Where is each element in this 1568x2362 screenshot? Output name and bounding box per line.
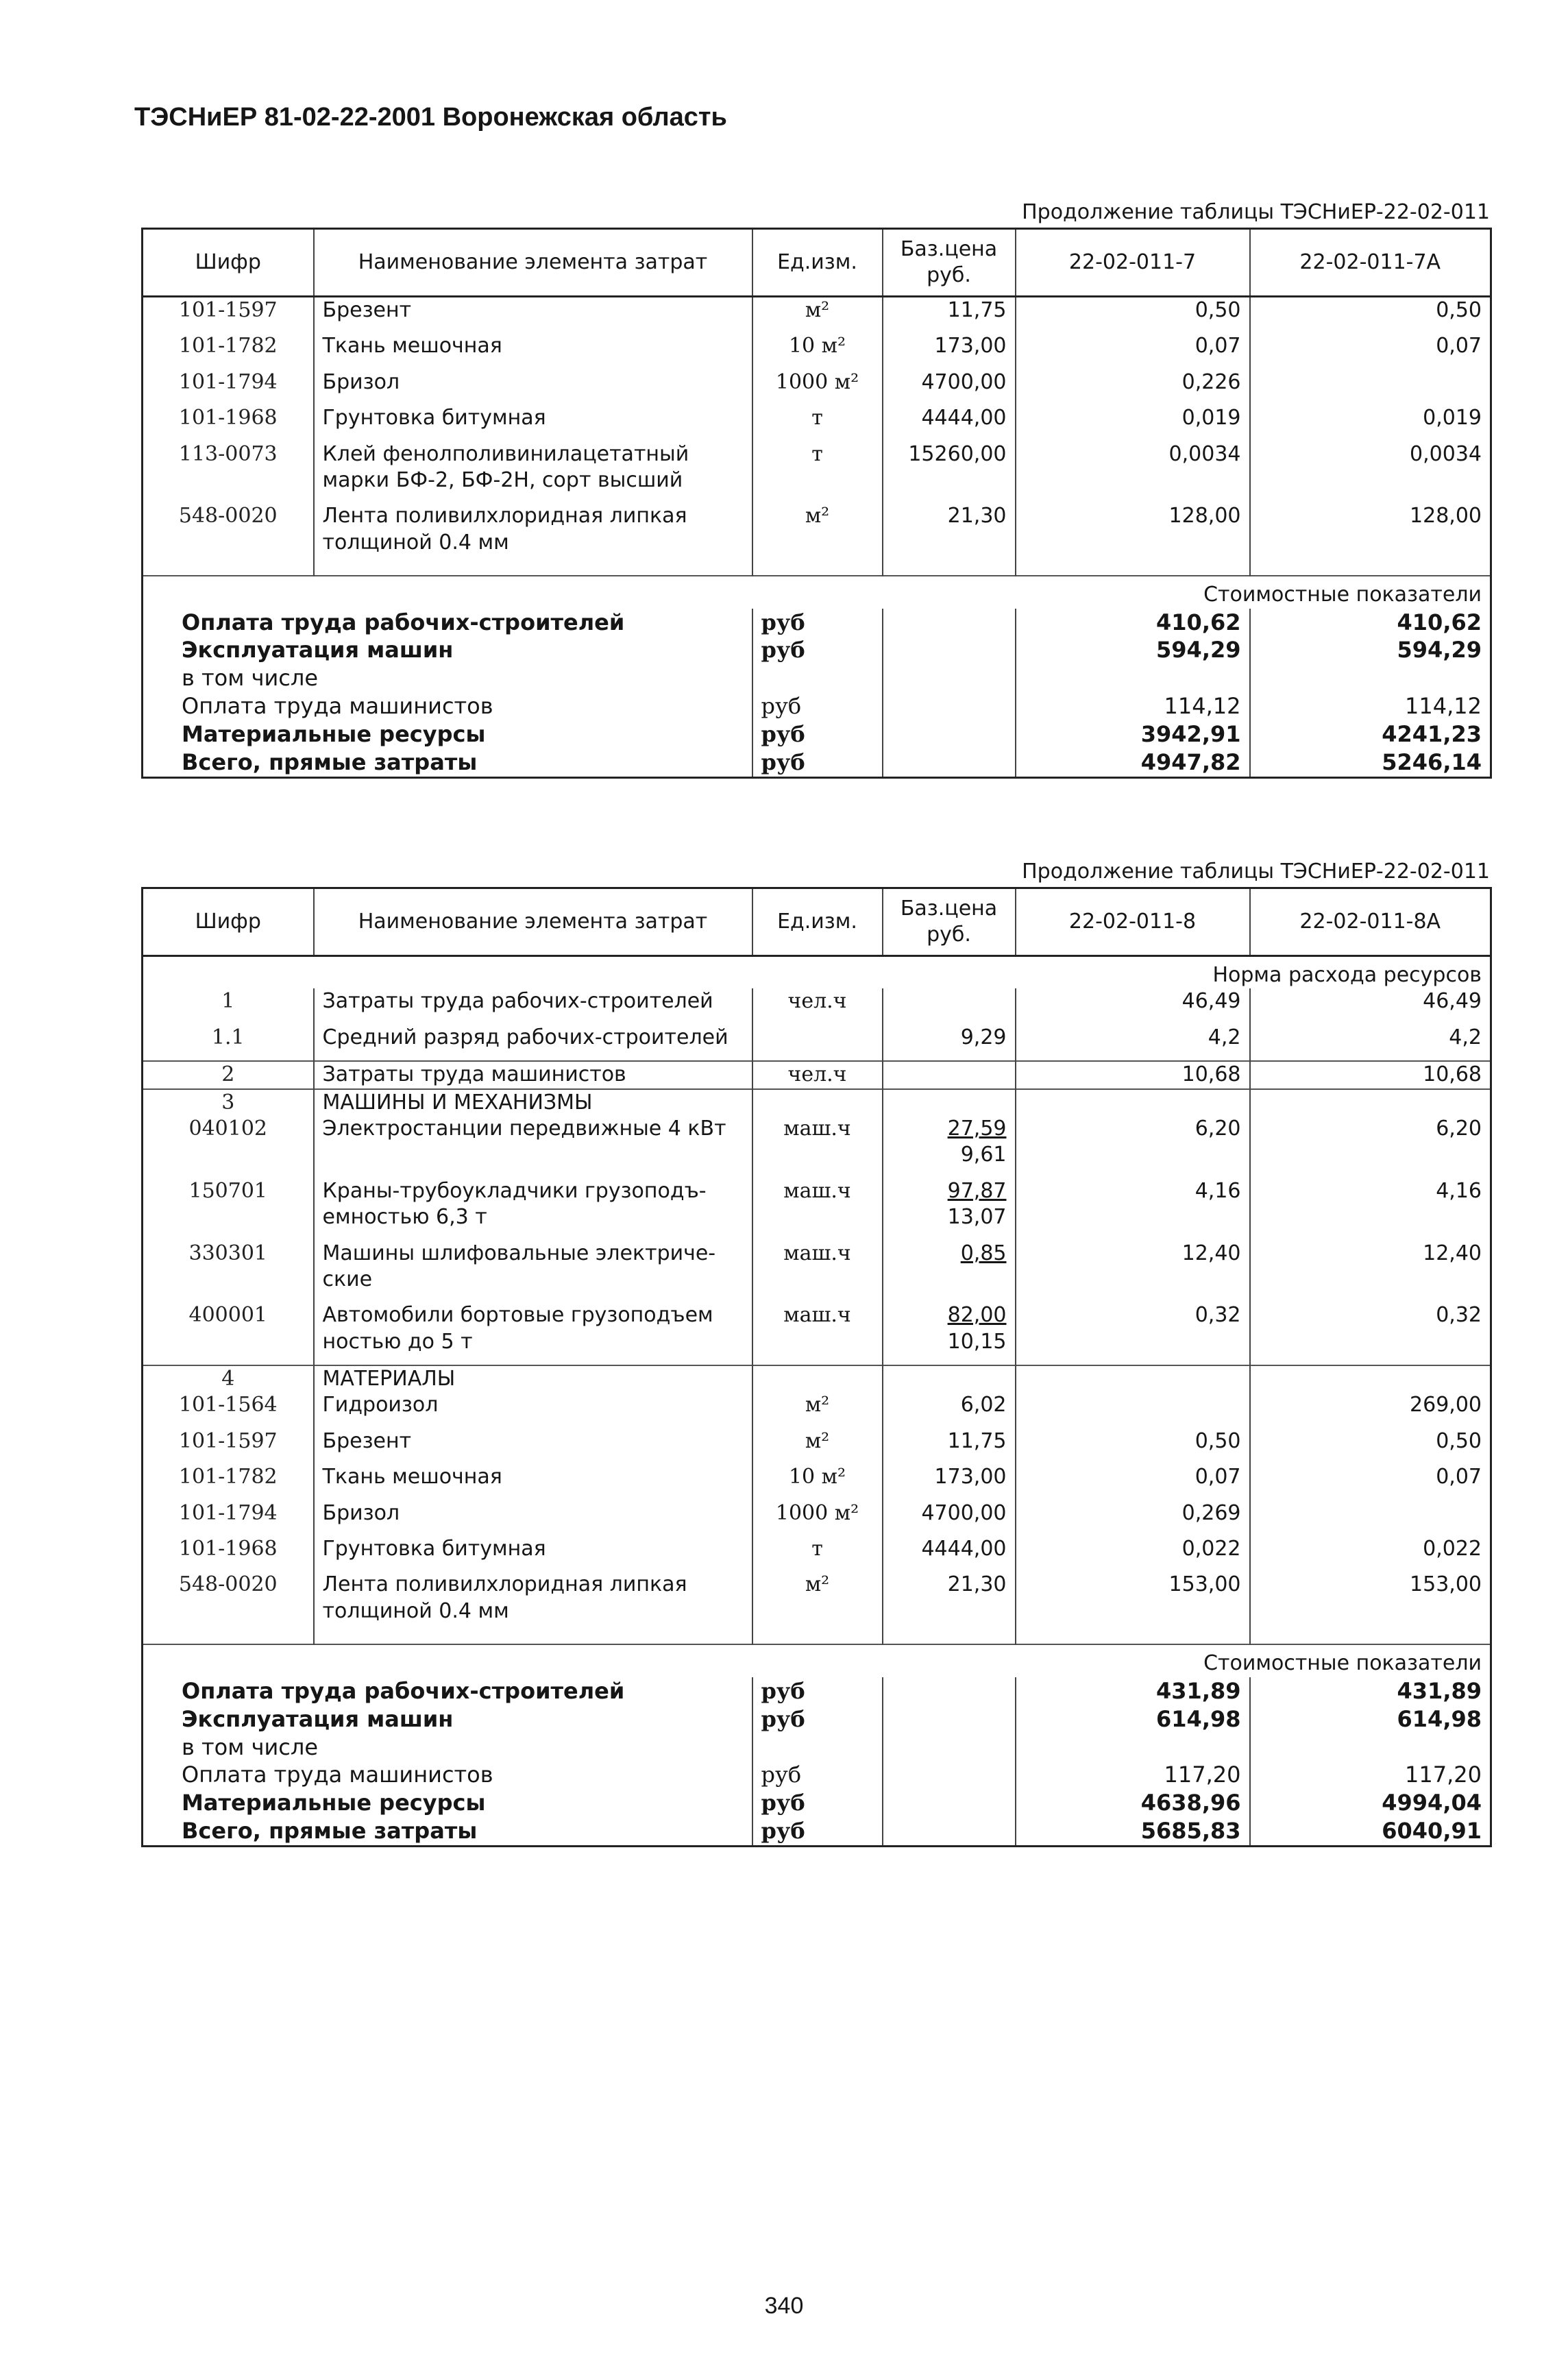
summary-value-b: 594,29: [1250, 636, 1491, 664]
summary-row: [143, 609, 1491, 637]
row-unit: чел.ч: [752, 988, 883, 1014]
col-unit-header: Ед.изм.: [752, 229, 883, 297]
row-value-a: 6,20: [1016, 1116, 1250, 1169]
summary-value-b: [1250, 1733, 1491, 1762]
page-title: ТЭСНиЕР 81-02-22-2001 Воронежская область: [134, 103, 727, 132]
row-code: 101-1597: [143, 297, 314, 324]
summary-price: [883, 720, 1016, 748]
summary-label: Оплата труда машинистов: [143, 692, 752, 720]
row-price: 21,30: [883, 1572, 1016, 1624]
row-unit: м²: [752, 297, 883, 324]
summary-row: [143, 1733, 1491, 1762]
row-value-b: 6,20: [1250, 1116, 1491, 1169]
col-b-header: 22-02-011-7А: [1250, 229, 1491, 297]
row-value-a: 0,269: [1016, 1500, 1250, 1526]
row-value-b: 269,00: [1250, 1392, 1491, 1418]
row-code: 1.1: [143, 1025, 314, 1051]
row-value-a: 46,49: [1016, 988, 1250, 1014]
summary-value-b: 431,89: [1250, 1677, 1491, 1705]
section-materials: [143, 1365, 1491, 1392]
summary-row: [143, 748, 1491, 777]
summary-unit: руб: [752, 1705, 883, 1733]
row-value-a: 10,68: [1016, 1061, 1250, 1088]
summary-value-a: 4638,96: [1016, 1789, 1250, 1817]
summary-price: [883, 748, 1016, 777]
summary-unit: руб: [752, 1817, 883, 1846]
summary-value-a: 594,29: [1016, 636, 1250, 664]
machinist-row: [143, 1061, 1491, 1088]
row-name: Брезент: [314, 297, 752, 324]
row-code: 101-1782: [143, 333, 314, 359]
summary-label: Материальные ресурсы: [143, 720, 752, 748]
row-price: [883, 1178, 1016, 1231]
summary-label: в том числе: [143, 1733, 752, 1762]
col-name-header: Наименование элемента затрат: [314, 888, 752, 956]
row-value-a: 0,022: [1016, 1536, 1250, 1562]
table-row: [143, 297, 1491, 324]
table-row: [143, 1025, 1491, 1051]
row-code: 101-1782: [143, 1464, 314, 1490]
price-bottom: 9,61: [960, 1143, 1007, 1167]
row-value-a: 4,16: [1016, 1178, 1250, 1231]
summary-label: Всего, прямые затраты: [143, 748, 752, 777]
table-row: [143, 1464, 1491, 1490]
row-price: 11,75: [883, 297, 1016, 324]
row-code: 1: [143, 988, 314, 1014]
summary-price: [883, 636, 1016, 664]
table1-resources: [141, 228, 1492, 779]
row-value-b: [1250, 1500, 1491, 1526]
row-price: 4444,00: [883, 1536, 1016, 1562]
row-price: 21,30: [883, 503, 1016, 556]
summary-unit: руб: [752, 1789, 883, 1817]
summary-unit: руб: [752, 636, 883, 664]
row-value-a: 0,226: [1016, 369, 1250, 395]
table2-norm-title: Норма расхода ресурсов: [143, 956, 1491, 989]
summary-row: [143, 720, 1491, 748]
row-value-b: 0,32: [1250, 1302, 1491, 1355]
row-price: 4700,00: [883, 1500, 1016, 1526]
table2-summary-title: Стоимостные показатели: [143, 1644, 1491, 1677]
row-unit: м²: [752, 1572, 883, 1624]
summary-value-b: 4994,04: [1250, 1789, 1491, 1817]
row-unit: маш.ч: [752, 1241, 883, 1293]
table-row: [143, 405, 1491, 431]
row-value-b: 128,00: [1250, 503, 1491, 556]
summary-unit: руб: [752, 692, 883, 720]
row-code: 101-1794: [143, 369, 314, 395]
row-price: [883, 1365, 1016, 1392]
table1-caption: Продолжение таблицы ТЭСНиЕР-22-02-011: [1022, 200, 1490, 224]
row-value-b: 0,50: [1250, 1428, 1491, 1454]
col-name-header: Наименование элемента затрат: [314, 229, 752, 297]
col-code-header: Шифр: [143, 229, 314, 297]
summary-row: [143, 692, 1491, 720]
price-top: 97,87: [947, 1178, 1007, 1203]
summary-unit: руб: [752, 1677, 883, 1705]
table-row: [143, 369, 1491, 395]
row-name: Бризол: [314, 369, 752, 395]
row-name: Лента поливилхлоридная липкая толщиной 0.4 мм: [314, 1572, 752, 1624]
summary-value-b: 114,12: [1250, 692, 1491, 720]
summary-label: Оплата труда машинистов: [143, 1761, 752, 1789]
row-value-b: 0,50: [1250, 297, 1491, 324]
row-value-a: [1016, 1392, 1250, 1418]
summary-label: Всего, прямые затраты: [143, 1817, 752, 1846]
row-code: 548-0020: [143, 1572, 314, 1624]
row-name: Ткань мешочная: [314, 1464, 752, 1490]
row-code: 101-1794: [143, 1500, 314, 1526]
summary-value-b: 117,20: [1250, 1761, 1491, 1789]
row-value-a: 0,07: [1016, 1464, 1250, 1490]
row-price: 15260,00: [883, 441, 1016, 494]
row-unit: [752, 1365, 883, 1392]
row-value-a: 128,00: [1016, 503, 1250, 556]
row-name: Ткань мешочная: [314, 333, 752, 359]
row-code: 101-1968: [143, 405, 314, 431]
summary-value-a: 3942,91: [1016, 720, 1250, 748]
summary-value-a: 410,62: [1016, 609, 1250, 637]
row-name: Затраты труда машинистов: [314, 1061, 752, 1088]
row-value-b: [1250, 1365, 1491, 1392]
row-name: Машины шлифовальные электриче-ские: [314, 1241, 752, 1293]
summary-value-a: 614,98: [1016, 1705, 1250, 1733]
summary-value-a: [1016, 1733, 1250, 1762]
row-name: Средний разряд рабочих-строителей: [314, 1025, 752, 1051]
summary-row: [143, 664, 1491, 692]
row-name: Брезент: [314, 1428, 752, 1454]
table-row: [143, 1536, 1491, 1562]
row-value-b: 4,2: [1250, 1025, 1491, 1051]
summary-label: Эксплуатация машин: [143, 1705, 752, 1733]
row-value-b: 4,16: [1250, 1178, 1491, 1231]
summary-price: [883, 692, 1016, 720]
summary-price: [883, 1817, 1016, 1846]
row-name: Гидроизол: [314, 1392, 752, 1418]
row-unit: м²: [752, 1428, 883, 1454]
summary-price: [883, 1677, 1016, 1705]
row-price: 11,75: [883, 1428, 1016, 1454]
row-price: 4444,00: [883, 405, 1016, 431]
summary-row: [143, 1677, 1491, 1705]
summary-value-a: 431,89: [1016, 1677, 1250, 1705]
table-row: [143, 1500, 1491, 1526]
summary-row: [143, 636, 1491, 664]
row-value-a: 0,50: [1016, 297, 1250, 324]
summary-row: [143, 1817, 1491, 1846]
row-value-a: 0,50: [1016, 1428, 1250, 1454]
table-row: [143, 1116, 1491, 1169]
summary-label: Эксплуатация машин: [143, 636, 752, 664]
row-code: 3: [143, 1089, 314, 1116]
table2-header-row: [143, 888, 1491, 956]
summary-label: Материальные ресурсы: [143, 1789, 752, 1817]
row-code: 4: [143, 1365, 314, 1392]
price-top: 27,59: [947, 1116, 1007, 1141]
summary-unit: [752, 664, 883, 692]
row-name: Бризол: [314, 1500, 752, 1526]
table-row: [143, 1241, 1491, 1293]
summary-value-a: 5685,83: [1016, 1817, 1250, 1846]
summary-price: [883, 1789, 1016, 1817]
summary-row: [143, 1789, 1491, 1817]
row-name: МАШИНЫ И МЕХАНИЗМЫ: [314, 1089, 752, 1116]
row-name: Клей фенолполивинилацетатный марки БФ-2, БФ-2Н, сорт высший: [314, 441, 752, 494]
row-unit: 10 м²: [752, 1464, 883, 1490]
table2-resources: [141, 887, 1492, 1847]
row-value-b: [1250, 369, 1491, 395]
summary-value-a: 4947,82: [1016, 748, 1250, 777]
row-value-a: [1016, 1089, 1250, 1116]
row-name: Автомобили бортовые грузоподъем ностью до 5 т: [314, 1302, 752, 1355]
summary-price: [883, 1733, 1016, 1762]
row-price: 6,02: [883, 1392, 1016, 1418]
table1-header-row: [143, 229, 1491, 297]
row-unit: м²: [752, 1392, 883, 1418]
row-unit: 10 м²: [752, 333, 883, 359]
row-value-a: 0,019: [1016, 405, 1250, 431]
summary-price: [883, 664, 1016, 692]
row-code: 101-1597: [143, 1428, 314, 1454]
row-name: Затраты труда рабочих-строителей: [314, 988, 752, 1014]
row-price: [883, 1061, 1016, 1088]
section-machines: [143, 1089, 1491, 1116]
row-name: МАТЕРИАЛЫ: [314, 1365, 752, 1392]
row-price: 173,00: [883, 333, 1016, 359]
row-value-b: 0,07: [1250, 1464, 1491, 1490]
col-b-header: 22-02-011-8А: [1250, 888, 1491, 956]
summary-price: [883, 1761, 1016, 1789]
col-code-header: Шифр: [143, 888, 314, 956]
table1-summary-title: Стоимостные показатели: [143, 576, 1491, 608]
row-value-b: 12,40: [1250, 1241, 1491, 1293]
row-unit: маш.ч: [752, 1116, 883, 1169]
row-value-b: 0,07: [1250, 333, 1491, 359]
price-bottom: 13,07: [947, 1205, 1007, 1230]
row-code: 548-0020: [143, 503, 314, 556]
table-row: [143, 1572, 1491, 1624]
price-top: 0,85: [960, 1241, 1007, 1265]
col-price-header: Баз.цена руб.: [883, 888, 1016, 956]
row-value-a: 12,40: [1016, 1241, 1250, 1293]
table2-caption: Продолжение таблицы ТЭСНиЕР-22-02-011: [1022, 860, 1490, 884]
table-row: [143, 503, 1491, 556]
summary-unit: руб: [752, 748, 883, 777]
row-price: [883, 1116, 1016, 1169]
row-value-a: 4,2: [1016, 1025, 1250, 1051]
row-unit: 1000 м²: [752, 1500, 883, 1526]
col-a-header: 22-02-011-8: [1016, 888, 1250, 956]
row-unit: маш.ч: [752, 1178, 883, 1231]
row-value-a: 0,32: [1016, 1302, 1250, 1355]
row-name: Грунтовка битумная: [314, 405, 752, 431]
row-price: 4700,00: [883, 369, 1016, 395]
row-value-b: [1250, 1089, 1491, 1116]
row-code: 040102: [143, 1116, 314, 1169]
row-price: [883, 988, 1016, 1014]
col-a-header: 22-02-011-7: [1016, 229, 1250, 297]
row-price: [883, 1302, 1016, 1355]
col-price-header: Баз.цена руб.: [883, 229, 1016, 297]
page-number: 340: [764, 2293, 804, 2319]
row-code: 330301: [143, 1241, 314, 1293]
row-name: Грунтовка битумная: [314, 1536, 752, 1562]
row-unit: т: [752, 441, 883, 494]
table-row: [143, 1428, 1491, 1454]
row-price: 173,00: [883, 1464, 1016, 1490]
row-code: 113-0073: [143, 441, 314, 494]
row-name: Лента поливилхлоридная липкая толщиной 0.4 мм: [314, 503, 752, 556]
table-row: [143, 1302, 1491, 1355]
summary-unit: [752, 1733, 883, 1762]
row-value-b: 10,68: [1250, 1061, 1491, 1088]
row-value-a: [1016, 1365, 1250, 1392]
row-code: 150701: [143, 1178, 314, 1231]
summary-row: [143, 1705, 1491, 1733]
summary-value-b: 614,98: [1250, 1705, 1491, 1733]
price-top: 82,00: [947, 1303, 1007, 1328]
summary-value-b: 5246,14: [1250, 748, 1491, 777]
summary-unit: руб: [752, 609, 883, 637]
row-unit: [752, 1089, 883, 1116]
row-value-a: 0,07: [1016, 333, 1250, 359]
row-value-b: 0,022: [1250, 1536, 1491, 1562]
summary-value-b: 410,62: [1250, 609, 1491, 637]
summary-value-b: 6040,91: [1250, 1817, 1491, 1846]
summary-unit: руб: [752, 1761, 883, 1789]
summary-value-b: 4241,23: [1250, 720, 1491, 748]
summary-value-a: 117,20: [1016, 1761, 1250, 1789]
summary-label: Оплата труда рабочих-строителей: [143, 609, 752, 637]
summary-value-a: [1016, 664, 1250, 692]
table-row: [143, 988, 1491, 1014]
row-unit: т: [752, 405, 883, 431]
row-unit: маш.ч: [752, 1302, 883, 1355]
row-code: 2: [143, 1061, 314, 1088]
summary-value-b: [1250, 664, 1491, 692]
row-price: [883, 1089, 1016, 1116]
summary-label: Оплата труда рабочих-строителей: [143, 1677, 752, 1705]
row-code: 101-1968: [143, 1536, 314, 1562]
row-value-b: 0,019: [1250, 405, 1491, 431]
row-code: 400001: [143, 1302, 314, 1355]
row-unit: 1000 м²: [752, 369, 883, 395]
summary-value-a: 114,12: [1016, 692, 1250, 720]
row-code: 101-1564: [143, 1392, 314, 1418]
row-name: Краны-трубоукладчики грузоподъ-емностью 6,3 т: [314, 1178, 752, 1231]
summary-price: [883, 1705, 1016, 1733]
row-price: 9,29: [883, 1025, 1016, 1051]
row-unit: [752, 1025, 883, 1051]
table-row: [143, 333, 1491, 359]
row-value-b: 0,0034: [1250, 441, 1491, 494]
summary-unit: руб: [752, 720, 883, 748]
row-unit: т: [752, 1536, 883, 1562]
table-row: [143, 441, 1491, 494]
summary-row: [143, 1761, 1491, 1789]
row-value-a: 153,00: [1016, 1572, 1250, 1624]
table-row: [143, 1392, 1491, 1418]
row-value-a: 0,0034: [1016, 441, 1250, 494]
row-value-b: 46,49: [1250, 988, 1491, 1014]
row-name: Электростанции передвижные 4 кВт: [314, 1116, 752, 1169]
table-row: [143, 1178, 1491, 1231]
summary-label: в том числе: [143, 664, 752, 692]
row-unit: м²: [752, 503, 883, 556]
summary-price: [883, 609, 1016, 637]
row-value-b: 153,00: [1250, 1572, 1491, 1624]
row-unit: чел.ч: [752, 1061, 883, 1088]
col-unit-header: Ед.изм.: [752, 888, 883, 956]
row-price: [883, 1241, 1016, 1293]
price-bottom: 10,15: [947, 1329, 1007, 1354]
